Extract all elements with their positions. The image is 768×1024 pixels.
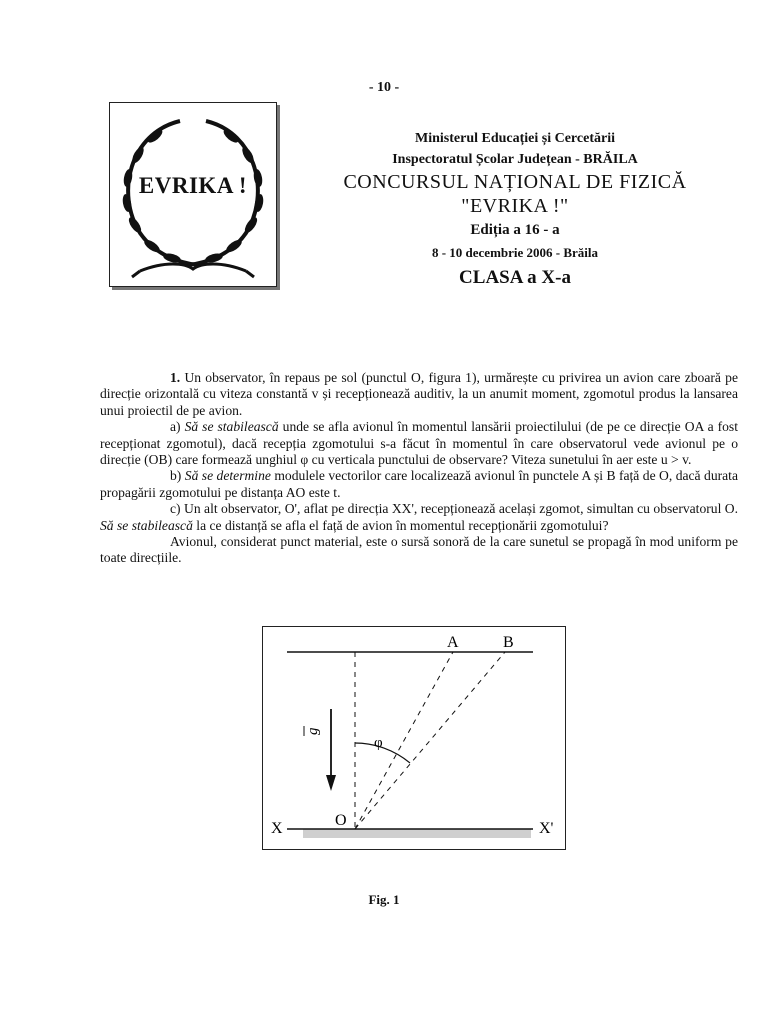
contest-title: CONCURSUL NAȚIONAL DE FIZICĂ [343,171,687,193]
gravity-arrowhead [326,775,336,791]
part-b-label: b) [170,468,185,484]
label-O: O [335,812,347,829]
part-b-text: modulele vectorilor care localizează avionul în punctele A și B față de O, dacă durata propagării zgomotului pe distanța AO este t. [100,468,738,500]
part-a-text: unde se afla avionul în momentul lansării proiectilului (de pe ce direcție OA a fost recepționat zgomotul), dacă recepția zgomotului s-a făcut în momentul în care observatorul vede avionul pe o direcție (OB) care formează unghiul φ cu verticala punctului de observare? Viteza sunetului în aer este u > v. [100,419,738,468]
logo-text: EVRIKA ! [138,173,248,198]
figure-diagram [263,627,565,849]
part-c-task: Să se stabilească [100,517,193,533]
ministry-line: Ministerul Educației și Cercetării [415,131,615,146]
part-c-text1: Un alt observator, O', aflat pe direcția XX', recepționează același zgomot, simultan cu observatorul O. [184,501,738,517]
contest-name: "EVRIKA !" [461,195,569,217]
document-header [300,128,730,292]
label-phi: φ [374,735,383,751]
problem-intro-text: Un observator, în repaus pe sol (punctul O, figura 1), urmărește cu privirea un avion care zboară pe direcție orizontală cu viteza constantă v și recepționează auditiv, la un anumit moment, zgomotul produs la lansarea unui proiectil de pe avion. [100,370,738,418]
problem-number: 1. [170,370,181,385]
evrika-logo [109,102,277,287]
part-c-label: c) [170,501,184,517]
ground-shading [303,829,531,838]
part-a [100,419,738,468]
problem-text [100,370,738,567]
part-c [100,501,738,534]
line-OA [355,652,453,829]
label-X-prime: X' [539,820,554,837]
label-A: A [447,634,459,651]
problem-note: Avionul, considerat punct material, este o sursă sonoră de la care sunetul se propagă în mod uniform pe toate direcțiile. [100,534,738,566]
figure-caption: Fig. 1 [368,892,400,907]
label-X: X [271,820,283,837]
part-a-task: Să se stabilească [184,419,279,435]
date-place-line: 8 - 10 decembrie 2006 - Brăila [431,245,599,260]
label-B: B [503,634,514,651]
class-line: CLASA a X-a [459,267,571,288]
inspectorate-line: Inspectoratul Școlar Județean - BRĂILA [392,152,638,167]
page-number: - 10 - [368,80,400,95]
label-g: g [305,727,321,735]
edition-line: Ediția a 16 - a [470,222,560,238]
part-b [100,468,738,501]
part-b-task: Să se determine [184,468,271,484]
part-a-label: a) [170,419,185,435]
problem-intro [100,370,738,419]
figure-1 [262,626,566,850]
part-c-text2: la ce distanță se afla el față de avion în momentul recepționării zgomotului? [192,517,609,533]
